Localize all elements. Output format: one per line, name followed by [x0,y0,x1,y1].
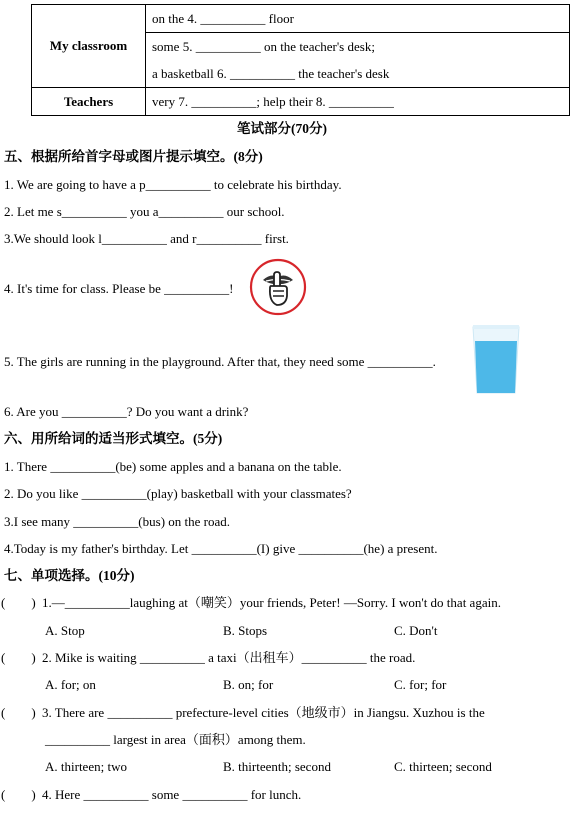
q2-text: 2. Mike is waiting __________ a taxi（出租车）__________ the road. [42,650,416,665]
section5-heading: 五、根据所给首字母或图片提示填空。(8分) [4,149,263,164]
s6-item-1: 1. There __________(be) some apples and a banana on the table. [4,459,342,474]
s5-item-4: 4. It's time for class. Please be __________! [4,281,234,296]
q1-option-a: A. Stop [45,623,85,638]
info-table [31,4,570,116]
table-label-teachers: Teachers [32,88,146,116]
table-label-my-classroom: My classroom [32,5,146,88]
s6-item-3: 3.I see many __________(bus) on the road. [4,514,231,529]
table-cell-floor: on the 4. __________ floor [146,5,569,33]
table-cell-basketball: a basketball 6. __________ the teacher's desk [152,66,390,81]
q4-text: 4. Here __________ some __________ for lunch. [42,787,302,802]
q2-option-c: C. for; for [394,677,447,692]
section6-heading: 六、用所给词的适当形式填空。(5分) [4,431,223,446]
s5-item-5: 5. The girls are running in the playground. After that, they need some __________. [4,354,436,369]
q1-option-c: C. Don't [394,623,438,638]
table-cell-teachers: very 7. __________; help their 8. __________ [146,88,570,116]
q3-option-a: A. thirteen; two [45,759,127,774]
q3-text-line2: __________ largest in area（面积）among them. [45,732,306,747]
written-part-title: 笔试部分(70分) [237,121,327,136]
q4-answer-paren: ( ) [1,787,36,802]
section7-heading: 七、单项选择。(10分) [4,568,135,583]
q3-option-b: B. thirteenth; second [223,759,331,774]
s5-item-1: 1. We are going to have a p__________ to celebrate his birthday. [4,177,342,192]
glass-of-water-icon [471,323,521,395]
q3-text-line1: 3. There are __________ prefecture-level cities（地级市）in Jiangsu. Xuzhou is the [42,705,485,720]
q2-option-b: B. on; for [223,677,274,692]
s5-item-6: 6. Are you __________? Do you want a drink? [4,404,249,419]
s6-item-2: 2. Do you like __________(play) basketball with your classmates? [4,486,352,501]
q1-option-b: B. Stops [223,623,268,638]
table-cell-desk: some 5. __________ on the teacher's desk; [152,39,375,54]
q3-option-c: C. thirteen; second [394,759,492,774]
quiet-finger-on-lips-icon [249,258,307,316]
s5-item-3: 3.We should look l__________ and r__________ first. [4,231,289,246]
s5-item-2: 2. Let me s__________ you a__________ our school. [4,204,285,219]
q2-answer-paren: ( ) [1,650,36,665]
s6-item-4: 4.Today is my father's birthday. Let __________(I) give __________(he) a present. [4,541,438,556]
q1-text: 1.—__________laughing at（嘲笑）your friends, Peter! —Sorry. I won't do that again. [42,595,501,610]
q3-answer-paren: ( ) [1,705,36,720]
q1-answer-paren: ( ) [1,595,36,610]
q2-option-a: A. for; on [45,677,96,692]
